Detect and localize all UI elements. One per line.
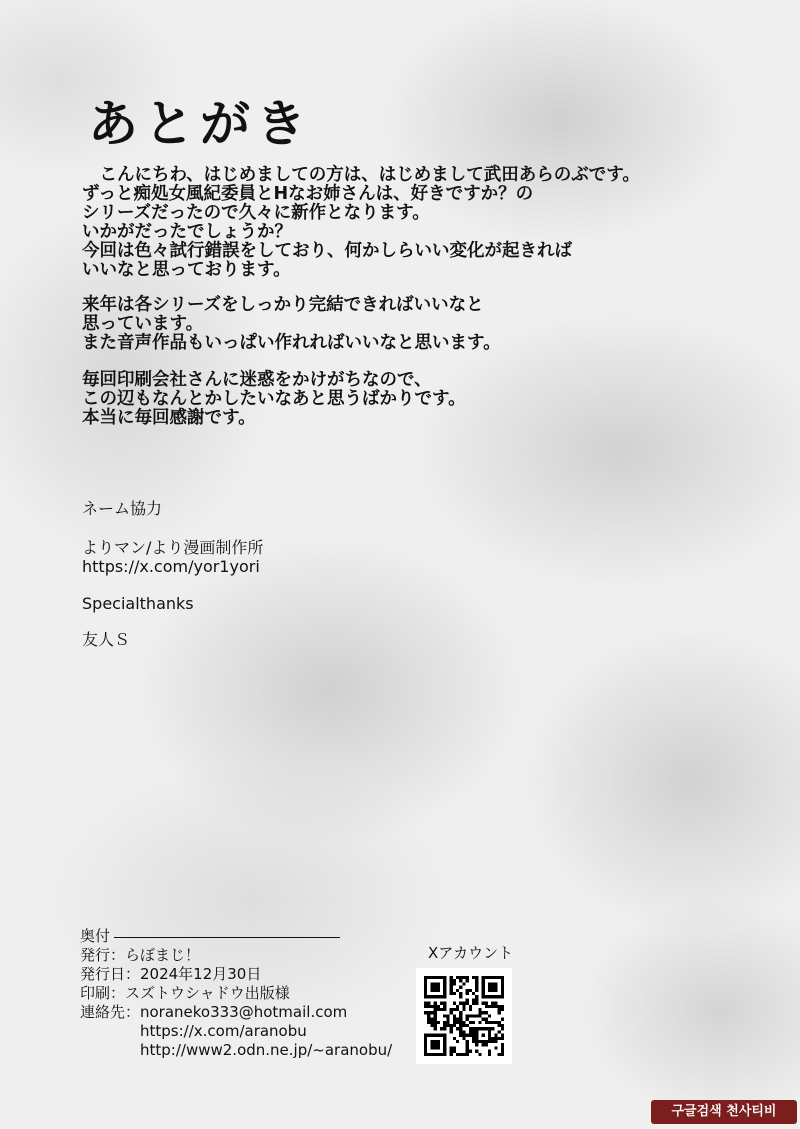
colophon-rule [114,937,340,938]
paragraph-line: この辺もなんとかしたいなあと思うばかりです。 [82,389,466,409]
paragraph-line: また音声作品もいっぱい作れればいいなと思います。 [82,333,501,353]
paragraph-line: 毎回印刷会社さんに迷惑をかけがちなので、 [82,370,432,390]
colophon-contact: 連絡先：noraneko333@hotmail.com [80,1003,348,1021]
colophon-header [80,927,392,946]
afterword-paragraph-1 [82,166,640,280]
colophon-date: 発行日：2024年12月30日 [80,965,262,983]
colophon-header-text: 奥付 [80,927,111,945]
name-cooperation-value: よりマン/より漫画制作所 [82,538,264,557]
page-title: あとがき [88,94,312,153]
afterword-paragraph-2 [82,296,501,353]
x-account-label: Xアカウント [428,944,514,962]
paragraph-line: 今回は色々試行錯誤をしており、何かしらいい変化が起きれば [82,241,572,261]
colophon-publisher: 発行：らぼまじ！ [80,946,201,964]
paragraph-line: ずっと痴処女風紀委員とHなお姉さんは、好きですか？の [82,184,534,204]
watermark-badge: 구글검색 천사티비 [651,1100,797,1124]
paragraph-line: 来年は各シリーズをしっかり完結できればいいなと [82,295,484,315]
special-thanks-value: 友人Ｓ [82,630,131,649]
afterword-paragraph-3 [82,371,466,428]
paragraph-line: いかがだったでしょうか？ [82,222,292,242]
paragraph-line: シリーズだったので久々に新作となります。 [82,203,430,223]
name-cooperation-url: https://x.com/yor1yori [82,557,260,576]
colophon [80,927,392,1060]
special-thanks-label: Specialthanks [82,594,194,613]
paragraph-line: いいなと思っております。 [82,260,291,280]
colophon-printer: 印刷：スズトウシャドウ出版様 [80,984,290,1002]
colophon-contact-x: https://x.com/aranobu [140,1022,307,1040]
paragraph-line: こんにちわ、はじめましての方は、はじめまして武田あらのぶです。 [82,165,640,185]
paragraph-line: 本当に毎回感謝です。 [82,408,256,428]
colophon-contact-web: http://www2.odn.ne.jp/~aranobu/ [140,1041,393,1059]
qr-code-icon[interactable] [416,968,512,1064]
name-cooperation-label: ネーム協力 [82,499,163,518]
paragraph-line: 思っています。 [82,314,204,334]
